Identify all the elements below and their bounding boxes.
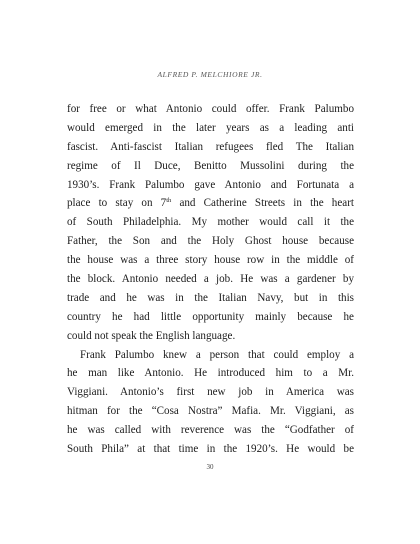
text-fragment: place to stay on 7 xyxy=(67,197,167,210)
text-line: Frank Palumbo knew a person that could employ a xyxy=(80,348,354,361)
text-line: hitman for the “Cosa Nostra” Mafia. Mr. Viggiani, as xyxy=(67,405,354,418)
body-text xyxy=(67,100,354,459)
text-line: Viggiani. Antonio’s first new job in America was xyxy=(67,386,354,399)
text-line: Father, the Son and the Holy Ghost house because xyxy=(67,235,354,248)
text-line: he man like Antonio. He introduced him to a Mr. xyxy=(67,367,354,380)
text-line: he was called with reverence was the “Godfather of xyxy=(67,424,354,437)
text-line: trade and he was in the Italian Navy, but in this xyxy=(67,291,354,304)
text-line: country he had little opportunity mainly because he xyxy=(67,310,354,323)
text-line xyxy=(67,194,354,213)
text-line: fascist. Anti-fascist Italian refugees fled The Italian xyxy=(67,140,354,153)
text-line: would emerged in the later years as a leading anti xyxy=(67,121,354,134)
text-line: South Phila” at that time in the 1920’s. He would be xyxy=(67,443,354,456)
text-line: could not speak the English language. xyxy=(67,329,236,342)
text-line: the house was a three story house row in the middle of xyxy=(67,254,354,267)
text-line: of South Philadelphia. My mother would call it the xyxy=(67,216,354,229)
text-line: the block. Antonio needed a job. He was a gardener by xyxy=(67,273,354,286)
text-line: regime of Il Duce, Benitto Mussolini during the xyxy=(67,159,354,172)
text-line: for free or what Antonio could offer. Frank Palumbo xyxy=(67,103,354,115)
page-number: 30 xyxy=(206,463,214,471)
text-line: 1930’s. Frank Palumbo gave Antonio and Fortunata a xyxy=(67,178,354,191)
ordinal-superscript: th xyxy=(166,197,172,205)
text-fragment: and Catherine Streets in the heart xyxy=(171,197,354,210)
running-head: ALFRED P. MELCHIORE JR. xyxy=(157,70,263,79)
